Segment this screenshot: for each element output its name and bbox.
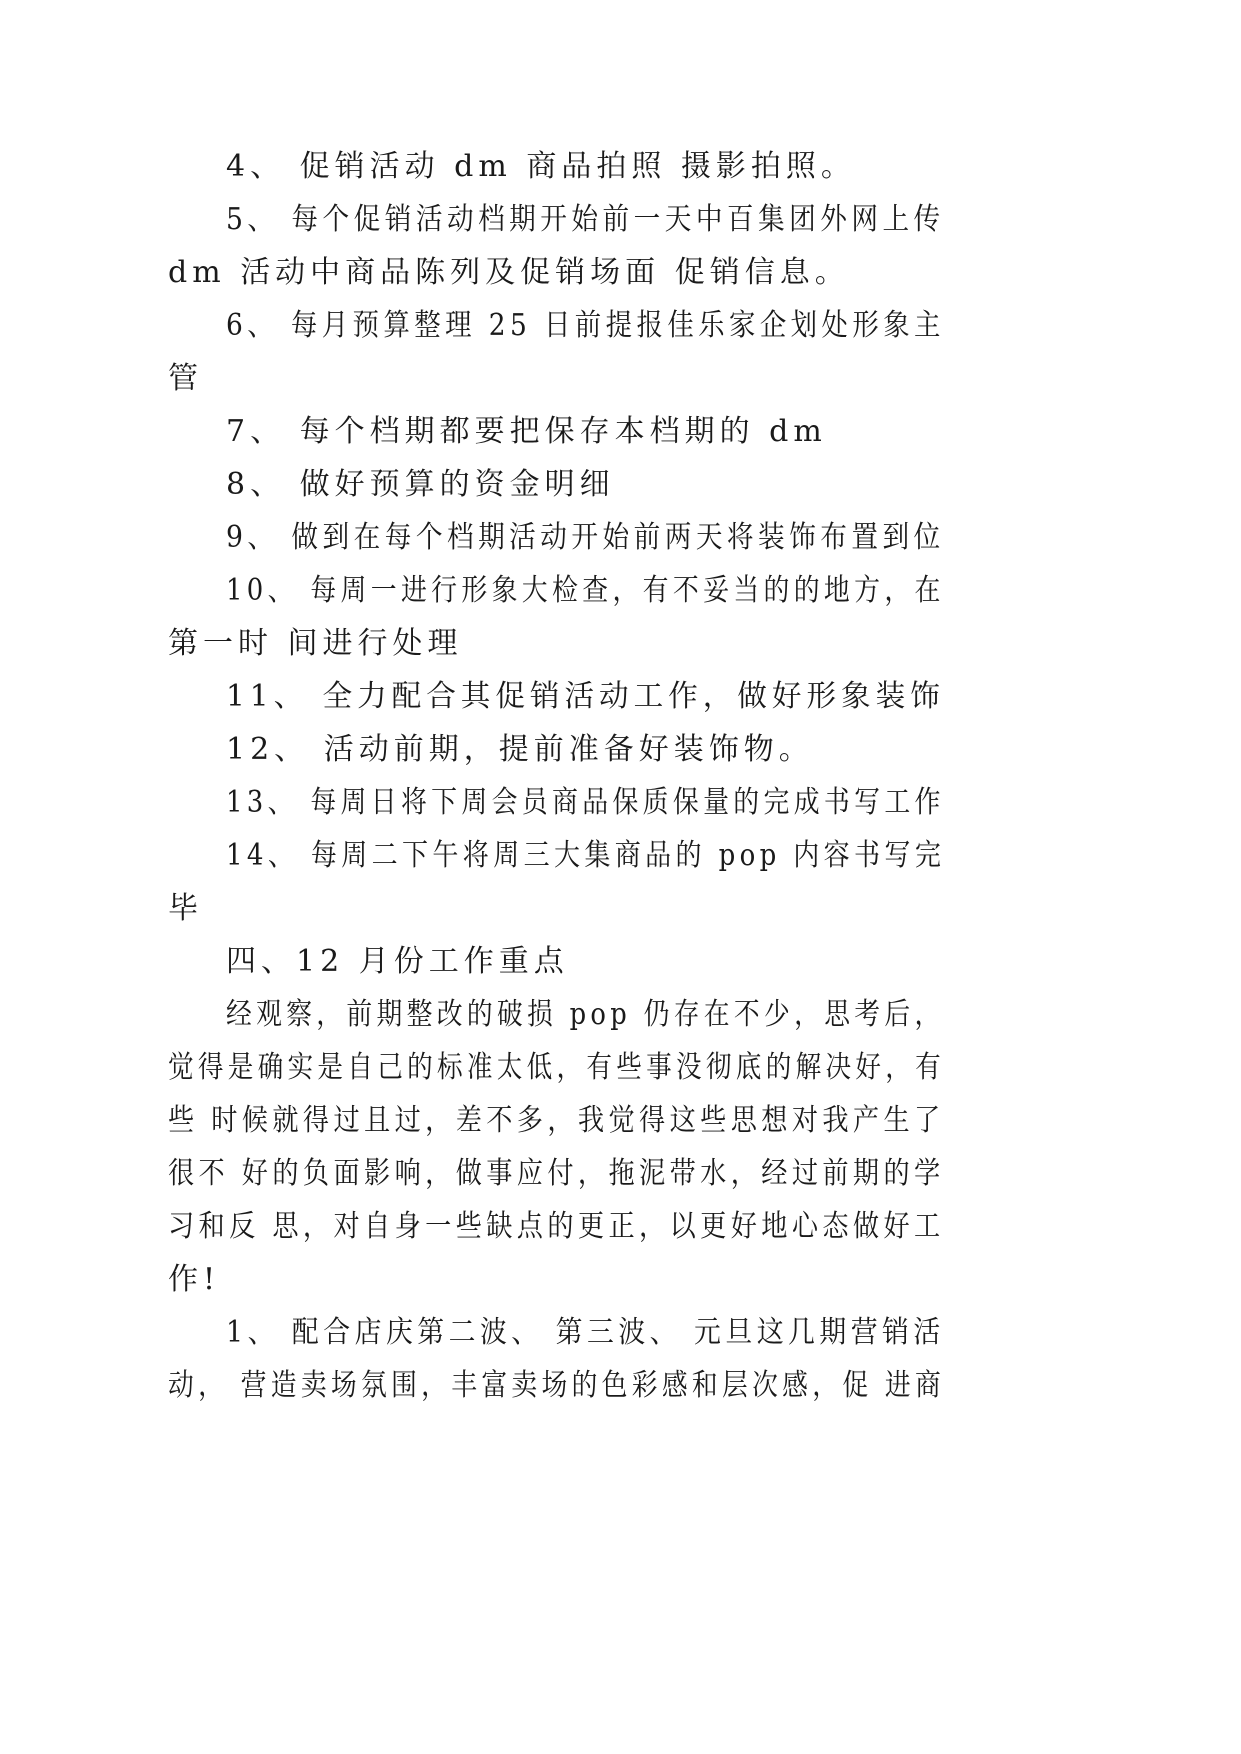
text-line: 第一时 间进行处理 [168,626,463,661]
text-line: 8、 做好预算的资金明细 [226,467,615,502]
text-line: 动， 营造卖场氛围，丰富卖场的色彩感和层次感，促 进商 [168,1368,946,1403]
text-line: 毕 [168,891,203,926]
text-line: 12、 活动前期，提前准备好装饰物。 [226,732,814,767]
text-line: 习和反 思，对自身一些缺点的更正，以更好地心态做好工 [168,1209,945,1244]
text-line: 管 [168,361,203,396]
text-line: 5、 每个促销活动档期开始前一天中百集团外网上传 [226,202,945,237]
text-line: 6、 每月预算整理 25 日前提报佳乐家企划处形象主 [226,308,945,343]
text-line: 1、 配合店庆第二波、 第三波、 元旦这几期营销活 [226,1315,945,1350]
text-line: 13、 每周日将下周会员商品保质保量的完成书写工作 [226,785,945,820]
text-line: 7、 每个档期都要把保存本档期的 dm [226,414,827,449]
text-line: 11、 全力配合其促销活动工作，做好形象装饰 [226,679,945,714]
text-line: dm 活动中商品陈列及促销场面 促销信息。 [168,255,850,290]
text-line: 9、 做到在每个档期活动开始前两天将装饰布置到位 [226,520,945,555]
text-line: 作! [168,1262,221,1297]
section-heading: 四、12 月份工作重点 [226,944,569,979]
text-line: 觉得是确实是自己的标准太低，有些事没彻底的解决好，有 [168,1050,945,1085]
text-line: 些 时候就得过且过，差不多，我觉得这些思想对我产生了 [168,1103,945,1138]
text-line: 很不 好的负面影响，做事应付，拖泥带水，经过前期的学 [168,1156,945,1191]
text-line: 经观察，前期整改的破损 pop 仍存在不少，思考后， [226,997,945,1032]
text-line: 4、 促销活动 dm 商品拍照 摄影拍照。 [226,149,856,184]
text-line: 14、 每周二下午将周三大集商品的 pop 内容书写完 [226,838,946,873]
text-line: 10、 每周一进行形象大检查，有不妥当的的地方，在 [226,573,945,608]
